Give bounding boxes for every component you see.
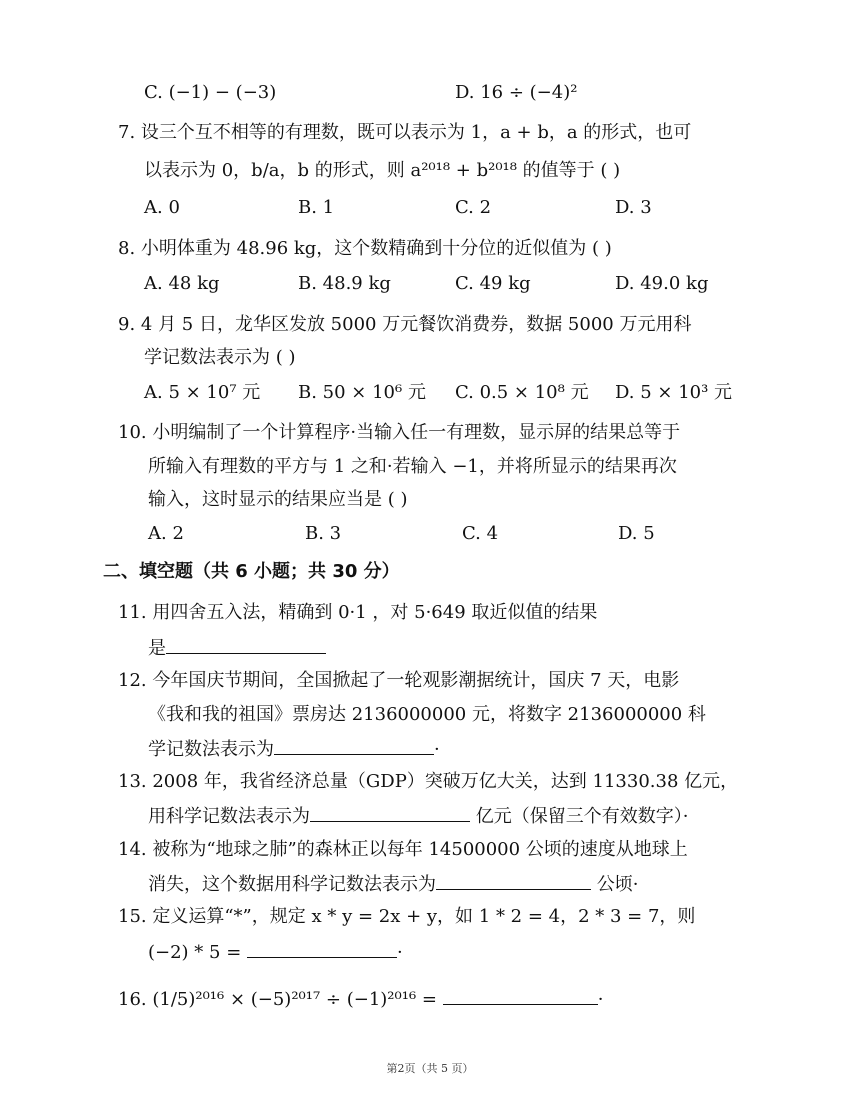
q6-option-c: C. (−1) − (−3) [144,82,277,103]
q11-line-2 [148,635,326,661]
q12-answer-blank[interactable] [274,736,434,755]
page-footer: 第2页（共 5 页） [386,1062,474,1075]
q9-option-c: C. 0.5 × 10⁸ 元 [455,382,589,403]
q9-line-2: 学记数法表示为 ( ) [144,347,296,368]
q10-line-3: 输入，这时显示的结果应当是 ( ) [148,489,408,510]
q6-option-d: D. 16 ÷ (−4)² [455,82,578,103]
q10-option-b: B. 3 [305,523,342,544]
q7-line-2: 以表示为 0，b/a，b 的形式，则 a²⁰¹⁸ + b²⁰¹⁸ 的值等于 ( ) [144,160,621,181]
q8-option-b: B. 48.9 kg [298,273,391,294]
q7-option-b: B. 1 [298,197,335,218]
q14-suffix: 公顷· [591,874,639,895]
q16-suffix: · [597,989,604,1010]
q10-option-a: A. 2 [148,523,184,544]
q14-line-2 [148,871,638,897]
q14-line-1: 14. 被称为“地球之肺”的森林正以每年 14500000 公顷的速度从地球上 [118,839,688,860]
q13-answer-blank[interactable] [310,803,470,822]
q14-prefix: 消失，这个数据用科学记数法表示为 [148,874,436,895]
q13-line-2 [148,803,688,829]
q10-line-1: 10. 小明编制了一个计算程序·当输入任一有理数，显示屏的结果总等于 [118,422,681,443]
q7-line-1: 7. 设三个互不相等的有理数，既可以表示为 1，a + b，a 的形式，也可 [118,122,692,143]
q12-prefix: 学记数法表示为 [148,739,274,760]
q8-option-d: D. 49.0 kg [615,273,709,294]
q9-line-1: 9. 4 月 5 日，龙华区发放 5000 万元餐饮消费券，数据 5000 万元用科 [118,314,692,335]
q16-answer-blank[interactable] [443,986,598,1005]
q7-option-a: A. 0 [144,197,180,218]
q13-suffix: 亿元（保留三个有效数字）· [470,806,689,827]
q11-prefix: 是 [148,638,166,659]
q8-line: 8. 小明体重为 48.96 kg，这个数精确到十分位的近似值为 ( ) [118,238,612,259]
q7-option-c: C. 2 [455,197,492,218]
q15-suffix: · [397,942,403,963]
q12-suffix: · [434,739,440,760]
q12-line-3 [148,736,440,762]
q15-line-2 [148,939,403,965]
q12-line-2: 《我和我的祖国》票房达 2136000000 元，将数字 2136000000 科 [148,704,706,725]
q10-line-2: 所输入有理数的平方与 1 之和·若输入 −1，并将所显示的结果再次 [148,456,677,477]
q16-line [118,986,603,1012]
section-heading-fill-in: 二、填空题（共 6 小题；共 30 分） [103,561,400,582]
q15-prefix: (−2) * 5 = [148,942,247,963]
q15-line-1: 15. 定义运算“*”，规定 x * y = 2x + y，如 1 * 2 = 4，2 * 3 = 7，则 [118,906,696,927]
q16-expression: 16. (1/5)²⁰¹⁶ × (−5)²⁰¹⁷ ÷ (−1)²⁰¹⁶ = [118,989,443,1010]
q8-option-a: A. 48 kg [144,273,220,294]
q9-option-b: B. 50 × 10⁶ 元 [298,382,426,403]
q12-line-1: 12. 今年国庆节期间，全国掀起了一轮观影潮据统计，国庆 7 天，电影 [118,670,680,691]
q14-answer-blank[interactable] [436,871,591,890]
q11-line-1: 11. 用四舍五入法，精确到 0·1 ，对 5·649 取近似值的结果 [118,602,598,623]
q10-option-d: D. 5 [618,523,655,544]
q8-option-c: C. 49 kg [455,273,531,294]
q10-option-c: C. 4 [462,523,499,544]
q7-option-d: D. 3 [615,197,652,218]
q11-answer-blank[interactable] [166,635,326,654]
q13-prefix: 用科学记数法表示为 [148,806,310,827]
q15-answer-blank[interactable] [247,939,397,958]
q13-line-1: 13. 2008 年，我省经济总量（GDP）突破万亿大关，达到 11330.38 亿元， [118,771,739,792]
q9-option-a: A. 5 × 10⁷ 元 [144,382,261,403]
q9-option-d: D. 5 × 10³ 元 [615,382,733,403]
